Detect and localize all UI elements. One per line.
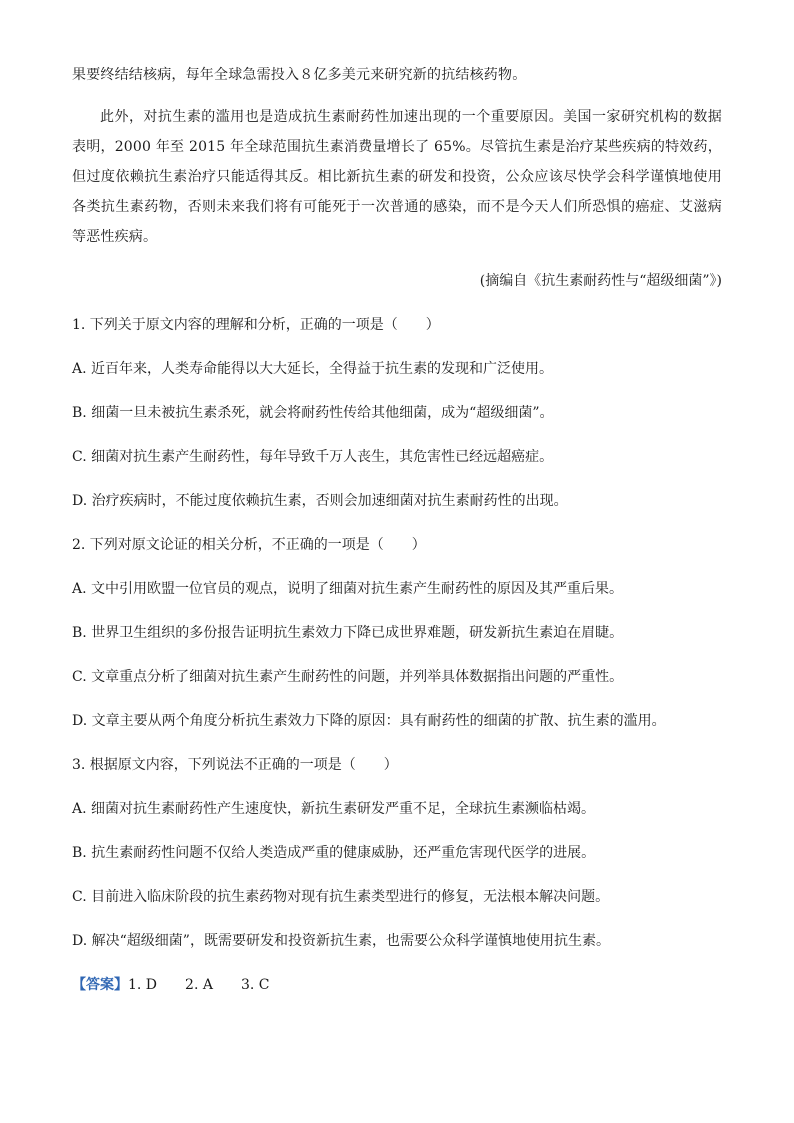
option-c: C. 文章重点分析了细菌对抗生素产生耐药性的问题，并列举具体数据指出问题的严重性。: [72, 669, 624, 685]
option-d: D. 文章主要从两个角度分析抗生素效力下降的原因：具有耐药性的细菌的扩散、抗生素的滥用。: [72, 713, 666, 729]
question-stem: 2. 下列对原文论证的相关分析，不正确的一项是（ ）: [72, 537, 426, 553]
paragraph-continuation: 果要终结结核病，每年全球急需投入８亿多美元来研究新的抗结核药物。: [72, 67, 527, 83]
question-stem: 1. 下列关于原文内容的理解和分析，正确的一项是（ ）: [72, 317, 440, 333]
option-a: A. 细菌对抗生素耐药性产生速度快，新抗生素研发严重不足，全球抗生素濒临枯竭。: [72, 801, 596, 817]
option-d: D. 治疗疾病时，不能过度依赖抗生素，否则会加速细菌对抗生素耐药性的出现。: [72, 493, 568, 509]
question-3: [72, 751, 722, 955]
option-d: D. 解决“超级细菌”，既需要研发和投资新抗生素，也需要公众科学谨慎地使用抗生素。: [72, 933, 610, 949]
option-b: B. 细菌一旦未被抗生素杀死，就会将耐药性传给其他细菌，成为“超级细菌”。: [72, 405, 554, 421]
answer-text: 1. D 2. A 3. C: [128, 977, 270, 993]
answer-line: [72, 971, 722, 999]
option-c: C. 目前进入临床阶段的抗生素药物对现有抗生素类型进行的修复，无法根本解决问题。: [72, 889, 610, 905]
source-citation: (摘编自《抗生素耐药性与“超级细菌”》): [479, 273, 722, 289]
option-b: B. 世界卫生组织的多份报告证明抗生素效力下降已成世界难题，研发新抗生素迫在眉睫。: [72, 625, 624, 641]
document-page: [72, 60, 722, 999]
question-1: [72, 311, 722, 515]
option-b: B. 抗生素耐药性问题不仅给人类造成严重的健康威胁，还严重危害现代医学的进展。: [72, 845, 596, 861]
paragraph-antibiotic-abuse: 此外，对抗生素的滥用也是造成抗生素耐药性加速出现的一个重要原因。美国一家研究机构的数据表明，2000 年至 2015 年全球范围抗生素消费量增长了 65%。尽管抗生素是治疗某些疾病的特效药，但过度依赖抗生素治疗只能适得其反。相比新抗生素的研发和投资，公众应该尽快学会科学谨慎地使用各类抗生素药物，否则未来我们将有可能死于一次普通的感染，而不是今天人们所恐惧的癌症、艾滋病等恶性疾病。: [72, 109, 722, 245]
option-a: A. 近百年来，人类寿命能得以大大延长，全得益于抗生素的发现和广泛使用。: [72, 361, 554, 377]
answer-tag: 【答案】: [72, 977, 128, 993]
question-2: [72, 531, 722, 735]
question-stem: 3. 根据原文内容，下列说法不正确的一项是（ ）: [72, 757, 398, 773]
option-c: C. 细菌对抗生素产生耐药性，每年导致千万人丧生，其危害性已经远超癌症。: [72, 449, 554, 465]
option-a: A. 文中引用欧盟一位官员的观点，说明了细菌对抗生素产生耐药性的原因及其严重后果。: [72, 581, 624, 597]
